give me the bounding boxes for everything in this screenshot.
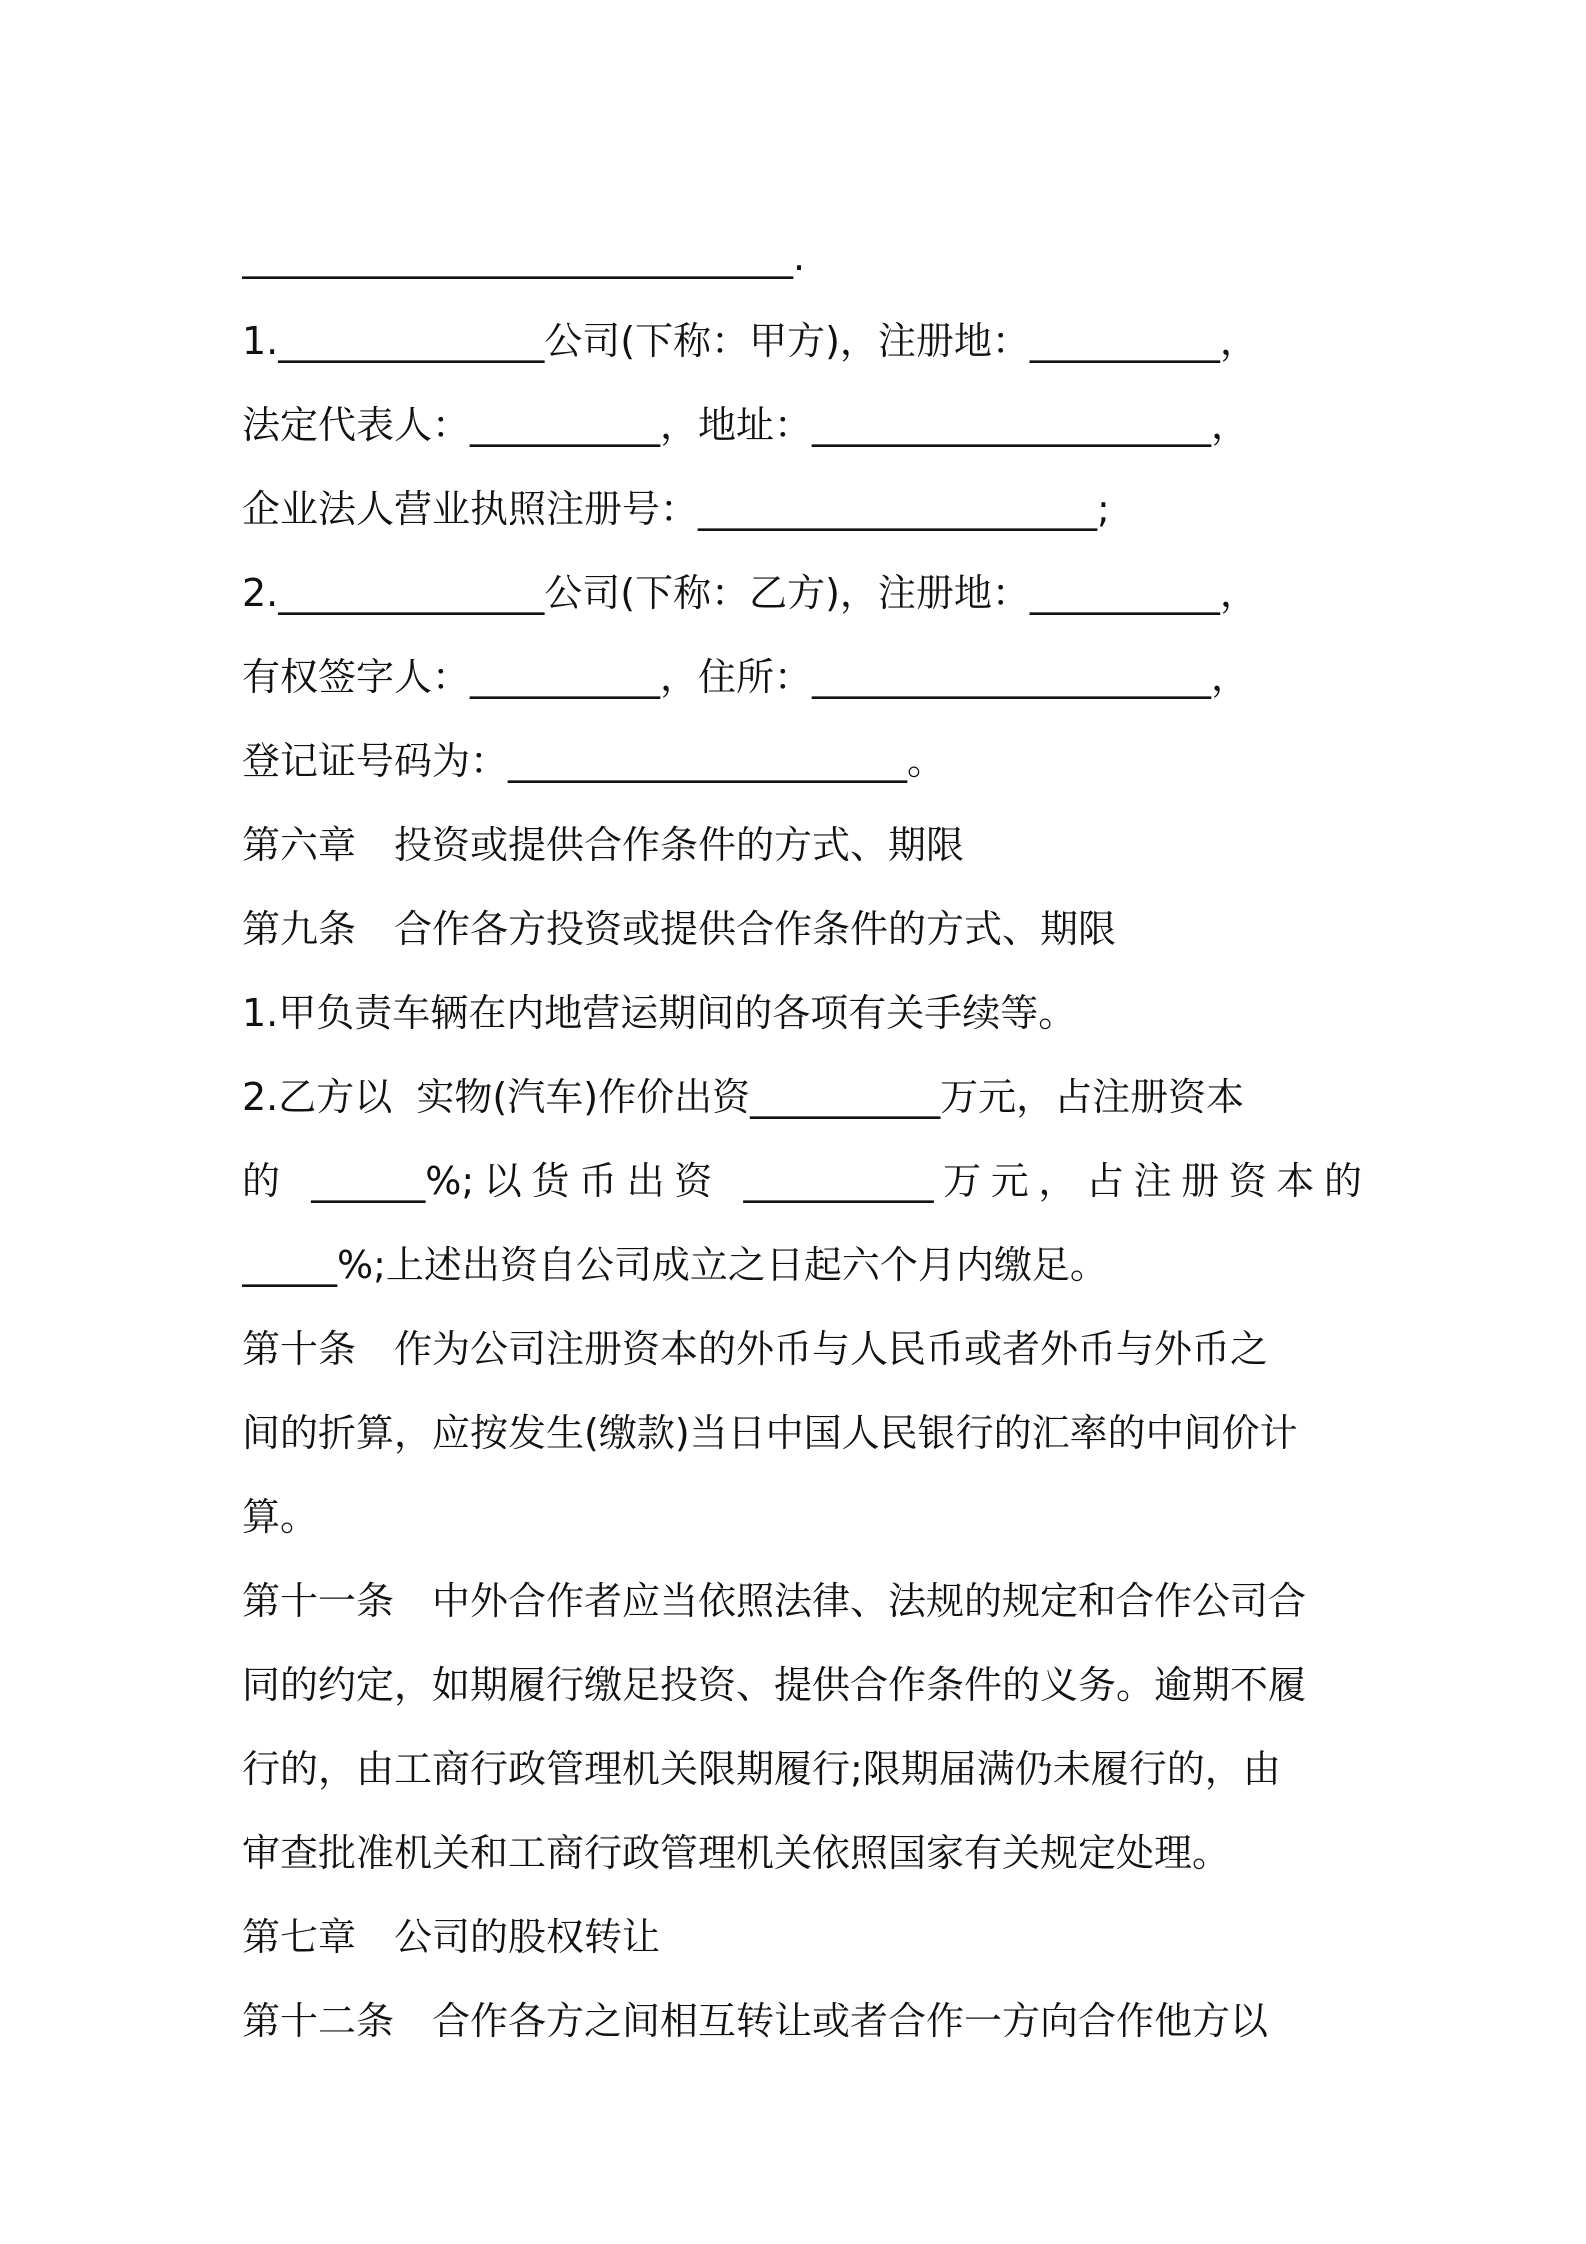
blank-line-underscore: _____________________________.: [242, 235, 806, 279]
party-b-line: 2.______________公司(下称：乙方)，注册地：__________，: [242, 571, 1258, 615]
article-eleven-line-2: 同的约定，如期履行缴足投资、提供合作条件的义务。逾期不履: [242, 1663, 1307, 1707]
article-nine-item-2-cont: 的 ______%;以货币出资 __________万元，占注册资本的: [242, 1159, 1362, 1203]
chapter-seven-heading: 第七章 公司的股权转让: [242, 1915, 661, 1959]
article-nine-item-2-end: _____%;上述出资自公司成立之日起六个月内缴足。: [242, 1243, 1108, 1287]
article-eleven-line-1: 第十一条 中外合作者应当依照法律、法规的规定和合作公司合: [242, 1579, 1307, 1623]
party-b-signatory-line: 有权签字人：__________，住所：_____________________，: [242, 655, 1250, 699]
party-a-representative-line: 法定代表人：__________，地址：_____________________，: [242, 403, 1250, 447]
party-b-registration-line: 登记证号码为：_____________________。: [242, 739, 946, 783]
article-twelve-line-1: 第十二条 合作各方之间相互转让或者合作一方向合作他方以: [242, 1999, 1269, 2043]
article-ten-line-2: 间的折算，应按发生(缴款)当日中国人民银行的汇率的中间价计: [242, 1411, 1298, 1455]
article-eleven-line-4: 审查批准机关和工商行政管理机关依照国家有关规定处理。: [242, 1831, 1231, 1875]
contract-body: [242, 215, 1362, 2063]
article-ten-line-1: 第十条 作为公司注册资本的外币与人民币或者外币与外币之: [242, 1327, 1269, 1371]
party-a-line: 1.______________公司(下称：甲方)，注册地：__________，: [242, 319, 1258, 363]
article-nine-item-1: 1.甲负责车辆在内地营运期间的各项有关手续等。: [242, 991, 1077, 1035]
article-nine-item-2: 2.乙方以 实物(汽车)作价出资__________万元，占注册资本: [242, 1075, 1245, 1119]
chapter-six-heading: 第六章 投资或提供合作条件的方式、期限: [242, 823, 965, 867]
article-nine-heading: 第九条 合作各方投资或提供合作条件的方式、期限: [242, 907, 1117, 951]
article-ten-line-3: 算。: [242, 1495, 319, 1539]
article-eleven-line-3: 行的，由工商行政管理机关限期履行;限期届满仍未履行的，由: [242, 1747, 1281, 1791]
party-a-license-line: 企业法人营业执照注册号：_____________________;: [242, 487, 1110, 531]
